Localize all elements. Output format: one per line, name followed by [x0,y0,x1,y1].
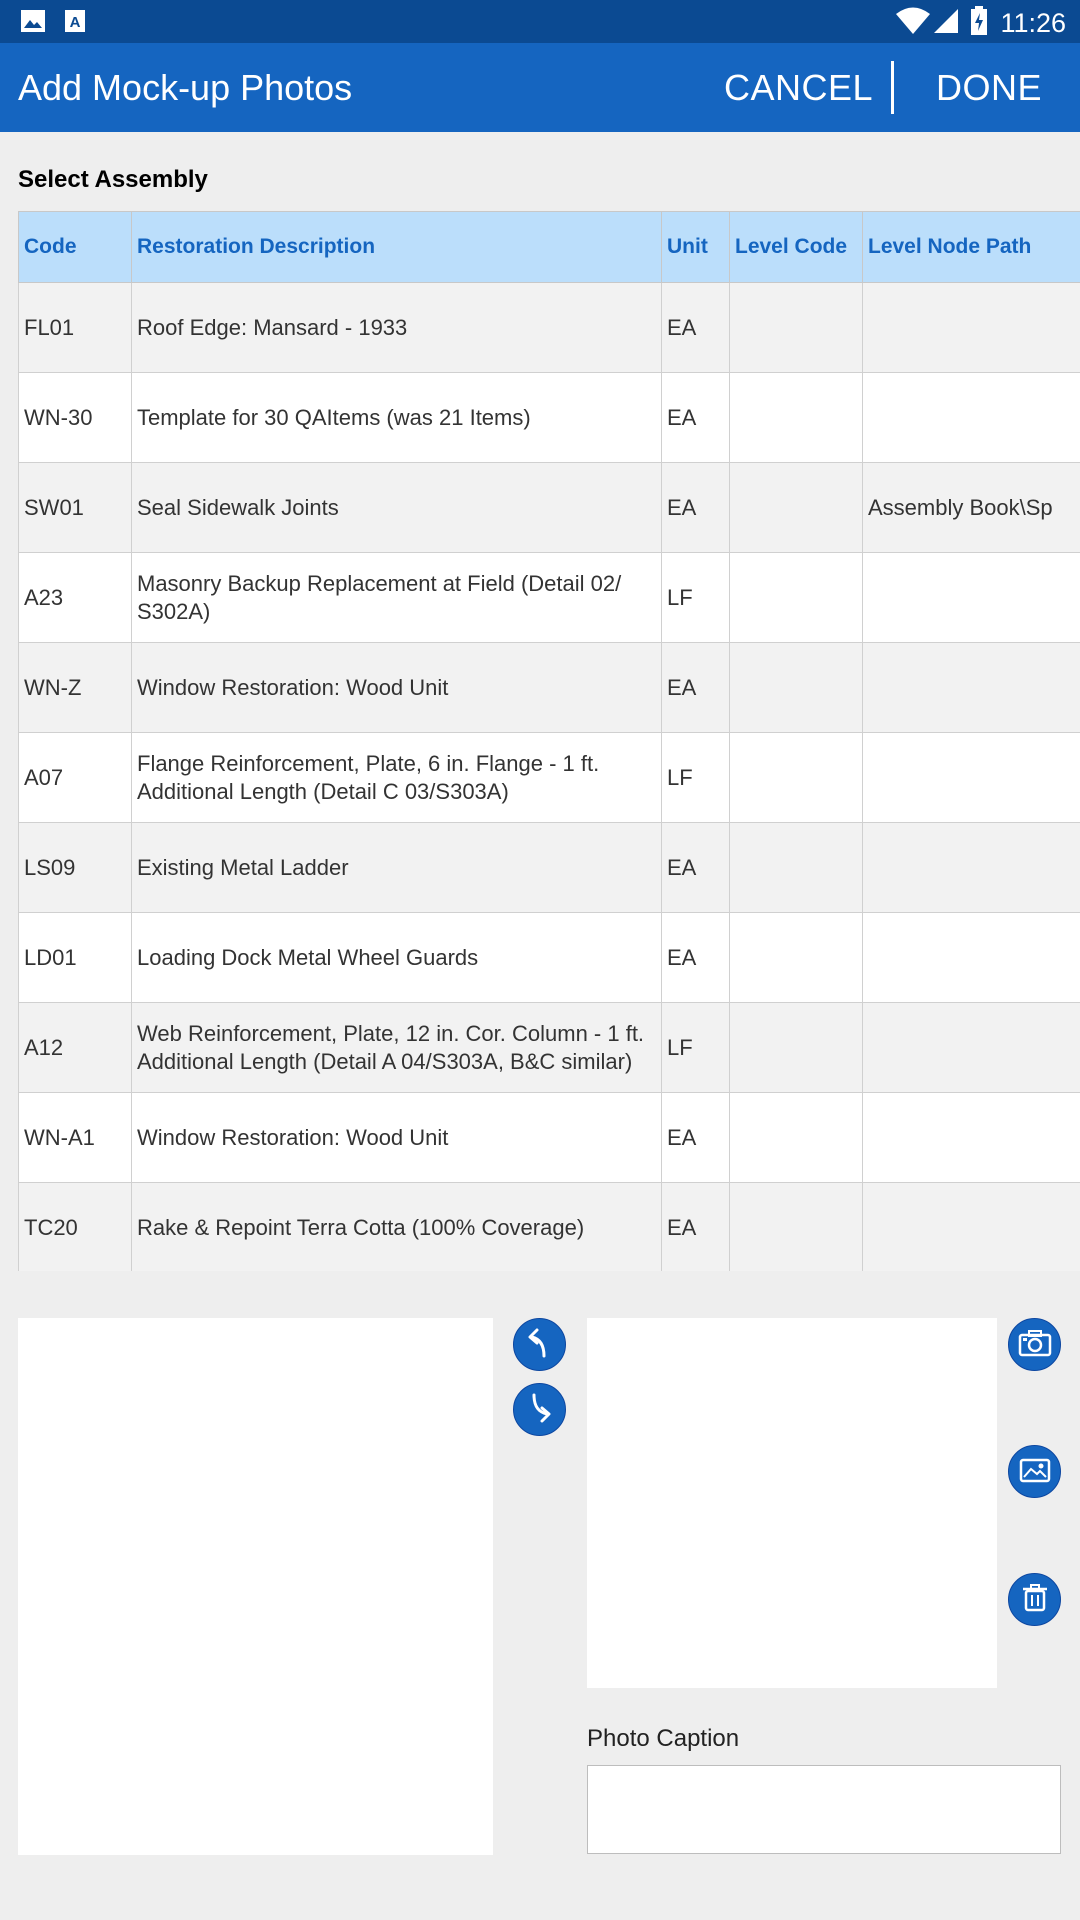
cell-unit: EA [662,463,730,553]
cell-code: A12 [19,1003,132,1093]
photo-preview[interactable] [587,1318,997,1688]
cell-description: Window Restoration: Wood Unit [132,1093,662,1183]
cell-unit: EA [662,643,730,733]
cell-level-code [730,283,863,373]
cell-code: FL01 [19,283,132,373]
cell-level-code [730,1183,863,1272]
cell-level-node-path [863,1093,1080,1183]
move-down-button[interactable] [513,1383,566,1436]
cell-level-code [730,1003,863,1093]
cell-description: Seal Sidewalk Joints [132,463,662,553]
photo-caption-label: Photo Caption [587,1725,740,1752]
cell-level-node-path [863,373,1080,463]
battery-icon [970,6,988,41]
app-bar-divider [891,61,894,114]
column-header-description[interactable]: Restoration Description [132,212,662,283]
table-row[interactable] [19,913,1080,1003]
cell-description: Window Restoration: Wood Unit [132,643,662,733]
cell-description: Web Reinforcement, Plate, 12 in. Cor. Column - 1 ft. Additional Length (Detail A 04/S303A, B&C similar) [132,1003,662,1093]
trash-icon [1021,1583,1049,1616]
delete-photo-button[interactable] [1008,1573,1061,1626]
cell-code: A07 [19,733,132,823]
done-button[interactable]: DONE [936,67,1043,108]
cell-unit: LF [662,733,730,823]
cell-code: LS09 [19,823,132,913]
cell-level-node-path: Assembly Book\Sp [863,463,1080,553]
cell-description: Masonry Backup Replacement at Field (Detail 02/ S302A) [132,553,662,643]
cell-level-code [730,643,863,733]
table-row[interactable] [19,553,1080,643]
take-photo-button[interactable] [1008,1318,1061,1371]
cell-level-node-path [863,1003,1080,1093]
app-bar [0,43,1080,132]
column-header-level-node-path[interactable]: Level Node Path [863,212,1080,283]
mockup-photo-preview[interactable] [18,1318,493,1855]
status-bar [0,0,1080,43]
gallery-button[interactable] [1008,1445,1061,1498]
arrow-down-icon [522,1390,558,1429]
image-icon [20,9,46,38]
page-title: Add Mock-up Photos [18,67,353,108]
table-row[interactable] [19,1183,1080,1272]
select-assembly-label: Select Assembly [18,166,208,193]
column-header-level-code[interactable]: Level Code [730,212,863,283]
cell-unit: EA [662,913,730,1003]
photo-caption-input[interactable] [587,1765,1061,1854]
cell-code: TC20 [19,1183,132,1272]
table-row[interactable] [19,463,1080,553]
assembly-table [18,211,1080,1271]
table-header-row [19,212,1080,283]
cell-code: SW01 [19,463,132,553]
table-row[interactable] [19,823,1080,913]
cell-description: Roof Edge: Mansard - 1933 [132,283,662,373]
cell-level-code [730,1093,863,1183]
camera-icon [1018,1328,1052,1361]
column-header-unit[interactable]: Unit [662,212,730,283]
arrow-up-icon [522,1325,558,1364]
cell-unit: LF [662,1003,730,1093]
cell-code: WN-Z [19,643,132,733]
cell-signal-icon [933,8,959,39]
cell-description: Rake & Repoint Terra Cotta (100% Coverage) [132,1183,662,1272]
cell-level-node-path [863,823,1080,913]
svg-text:A: A [69,14,81,31]
cell-description: Loading Dock Metal Wheel Guards [132,913,662,1003]
status-time: 11:26 [1000,8,1066,38]
column-header-code[interactable]: Code [19,212,132,283]
cell-code: WN-A1 [19,1093,132,1183]
cell-level-node-path [863,733,1080,823]
cell-level-node-path [863,553,1080,643]
cell-unit: EA [662,283,730,373]
cell-description: Template for 30 QAItems (was 21 Items) [132,373,662,463]
cell-unit: EA [662,823,730,913]
move-up-button[interactable] [513,1318,566,1371]
table-row[interactable] [19,1093,1080,1183]
table-row[interactable] [19,643,1080,733]
cell-unit: EA [662,1093,730,1183]
wifi-icon [895,7,931,40]
cell-level-code [730,733,863,823]
cell-description: Existing Metal Ladder [132,823,662,913]
table-row[interactable] [19,283,1080,373]
gallery-icon [1018,1455,1052,1488]
cell-level-code [730,553,863,643]
cell-level-node-path [863,643,1080,733]
cell-code: LD01 [19,913,132,1003]
cell-level-node-path [863,1183,1080,1272]
cell-unit: EA [662,1183,730,1272]
table-row[interactable] [19,1003,1080,1093]
cell-code: A23 [19,553,132,643]
cell-level-node-path [863,283,1080,373]
table-row[interactable] [19,733,1080,823]
cell-code: WN-30 [19,373,132,463]
cell-level-code [730,373,863,463]
cell-level-code [730,463,863,553]
assembly-grid[interactable] [18,211,1080,1271]
cell-unit: LF [662,553,730,643]
cell-description: Flange Reinforcement, Plate, 6 in. Flange - 1 ft. Additional Length (Detail C 03/S303A) [132,733,662,823]
cell-level-node-path [863,913,1080,1003]
cancel-button[interactable]: CANCEL [724,67,874,108]
text-icon [64,9,86,38]
table-row[interactable] [19,373,1080,463]
cell-level-code [730,913,863,1003]
cell-unit: EA [662,373,730,463]
cell-level-code [730,823,863,913]
